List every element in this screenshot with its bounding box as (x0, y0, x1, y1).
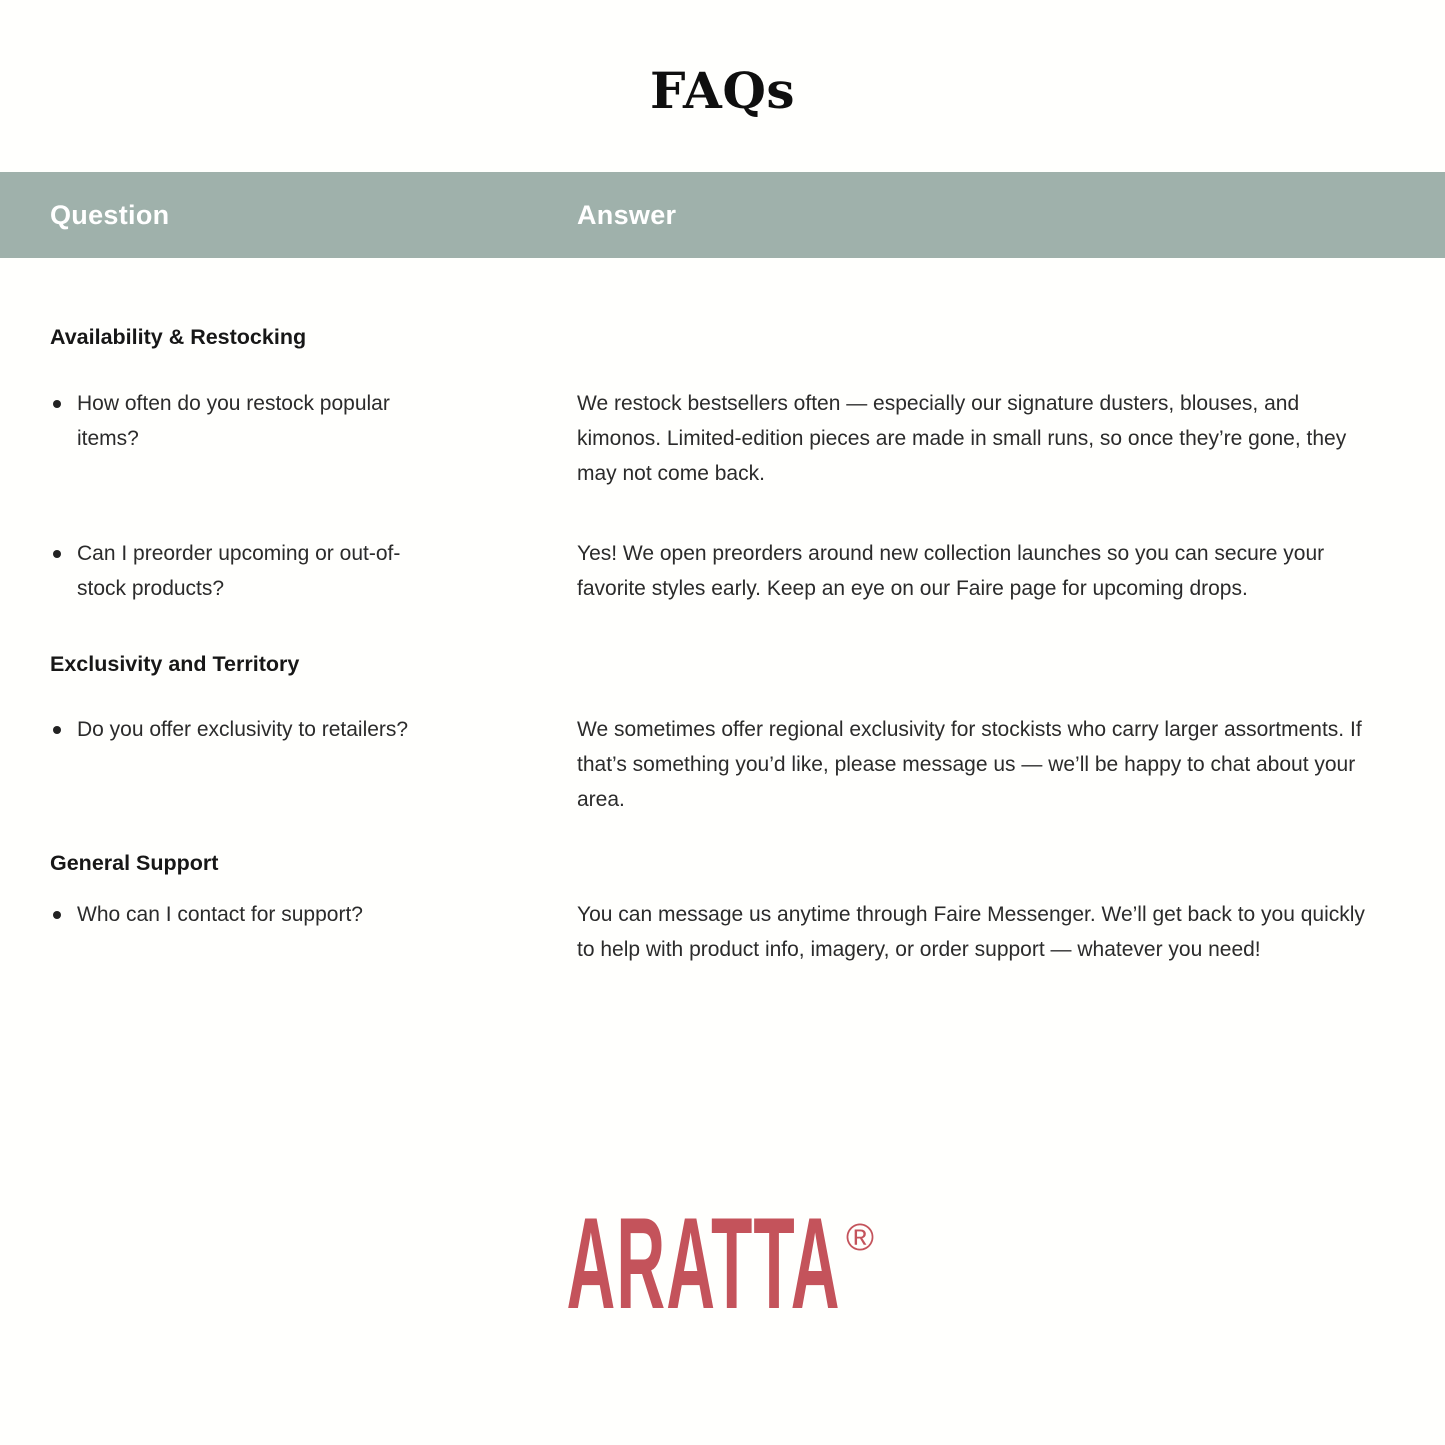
bullet-icon (53, 911, 61, 919)
page-title: FAQs (649, 61, 796, 120)
question-cell (50, 897, 577, 967)
faq-content (0, 324, 1445, 967)
bullet-icon (53, 726, 61, 734)
bullet-icon (53, 400, 61, 408)
question-text-support: Who can I contact for support? (77, 903, 363, 926)
table-header-bar (0, 172, 1445, 258)
answer-text-preorder: Yes! We open preorders around new collection launches so you can secure your favorite styles early. Keep an eye on our Faire page for upcoming drops. (577, 542, 1325, 600)
question-column-header: Question (50, 199, 170, 230)
answer-text-support: You can message us anytime through Faire Messenger. We’ll get back to you quickly to help with product info, imagery, or order support — whatever you need! (577, 903, 1365, 961)
question-cell (50, 386, 577, 491)
faq-row-restock (50, 386, 1445, 491)
question-text-preorder: Can I preorder upcoming or out-of-stock products? (77, 542, 401, 600)
section-heading-availability-restocking: Availability & Restocking (50, 325, 307, 349)
question-text-exclusivity: Do you offer exclusivity to retailers? (77, 718, 409, 741)
faq-row-exclusivity (50, 712, 1445, 817)
brand-logo-aratta: ARATTA (566, 1190, 841, 1336)
question-text-restock: How often do you restock popular items? (77, 392, 390, 450)
question-cell (50, 712, 577, 817)
registered-trademark-icon: ® (846, 1217, 875, 1259)
section-heading-general-support: General Support (50, 851, 219, 875)
question-cell (50, 536, 577, 606)
section-heading-exclusivity-territory: Exclusivity and Territory (50, 652, 300, 676)
answer-column-header: Answer (577, 199, 677, 230)
bullet-icon (53, 550, 61, 558)
answer-text-exclusivity: We sometimes offer regional exclusivity for stockists who carry larger assortments. If that’s something you’d like, please message us — we’ll be happy to chat about your area. (577, 718, 1362, 811)
faq-row-preorder (50, 536, 1445, 606)
answer-text-restock: We restock bestsellers often — especially our signature dusters, blouses, and kimonos. Limited-edition pieces are made in small runs, so once they’re gone, they may not come back. (577, 392, 1347, 485)
faq-row-support (50, 897, 1445, 967)
footer (0, 1190, 1445, 1336)
